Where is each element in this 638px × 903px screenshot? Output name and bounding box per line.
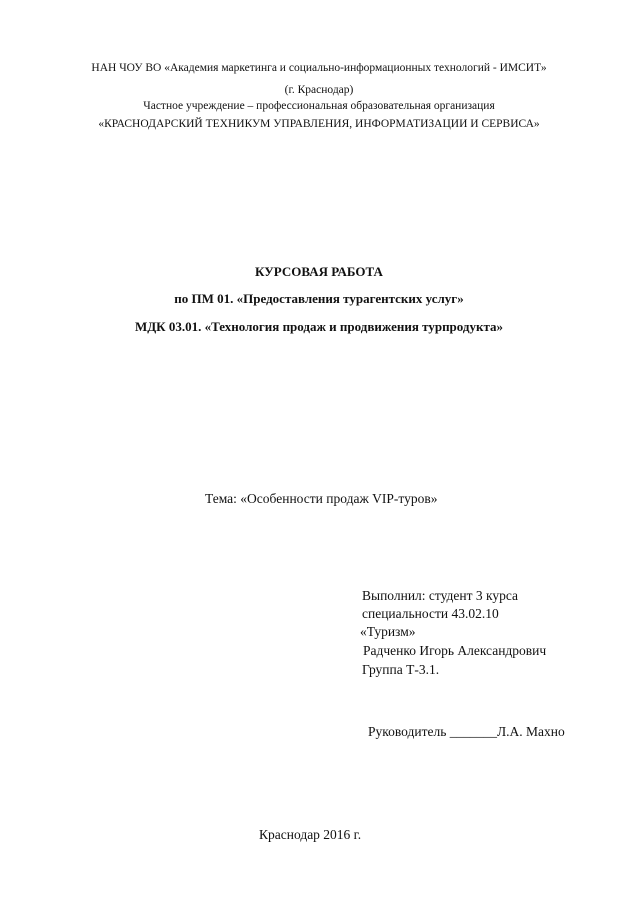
topic: Тема: «Особенности продаж VIP-туров» (205, 491, 438, 506)
header-institution: НАН ЧОУ ВО «Академия маркетинга и социально-информационных технологий - ИМСИТ» (91, 62, 547, 74)
author-group: Группа Т-3.1. (362, 662, 440, 677)
header-city: (г. Краснодар) (284, 84, 354, 96)
header-college: «КРАСНОДАРСКИЙ ТЕХНИКУМ УПРАВЛЕНИЯ, ИНФОРМАТИЗАЦИИ И СЕРВИСА» (98, 118, 540, 130)
author-specialty: специальности 43.02.10 (362, 606, 499, 621)
author-specialty-name: «Туризм» (360, 624, 416, 639)
header-org-type: Частное учреждение – профессиональная образовательная организация (143, 100, 495, 112)
course-title: МДК 03.01. «Технология продаж и продвижения турпродукта» (134, 319, 504, 334)
author-status: Выполнил: студент 3 курса (362, 588, 519, 603)
supervisor: Руководитель _______Л.А. Махно (368, 724, 565, 739)
module-title: по ПМ 01. «Предоставления турагентских услуг» (174, 291, 464, 306)
work-type-title: КУРСОВАЯ РАБОТА (255, 264, 383, 279)
footer-city-year: Краснодар 2016 г. (259, 827, 362, 842)
author-name: Радченко Игорь Александрович (363, 643, 547, 658)
